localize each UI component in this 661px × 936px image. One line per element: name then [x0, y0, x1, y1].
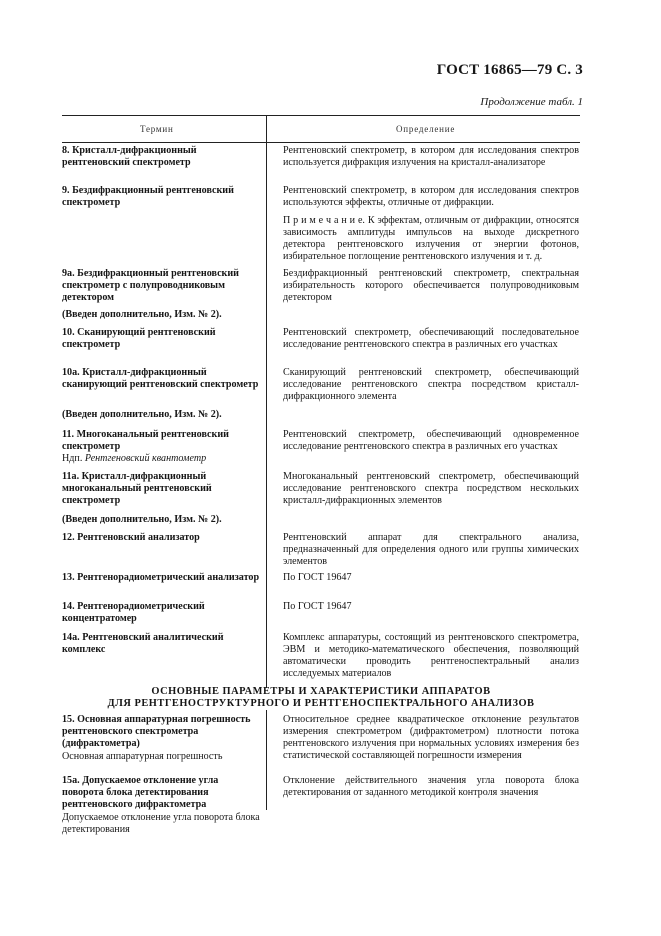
definition-11a: Многоканальный рентгеновский спектрометр, обеспечивающий исследование рентгеновского спектра посредством нескольких кристалл-дифракционных элементов: [283, 471, 579, 507]
definition-14: По ГОСТ 19647: [283, 601, 352, 612]
term-15a: 15а. Допускаемое отклонение угла поворота блока детектирования рентгеновского дифрактометра: [62, 775, 219, 811]
definition-15: Относительное среднее квадратическое отклонение результатов измерения спектрометром (дифрактометром) плотности потока рентгеновского излучения при нормальных условиях измерения без статистической составляющей погрешности измерения: [283, 714, 579, 762]
synonym-prefix: Ндп.: [62, 453, 83, 464]
definition-15a: Отклонение действительного значения угла поворота блока детектирования от заданного методикой контроля значения: [283, 775, 579, 799]
definition-10: Рентгеновский спектрометр, обеспечивающий последовательное исследование рентгеновского спектра в различных его участках: [283, 327, 579, 351]
synonym-11: [62, 453, 260, 465]
definition-9a: Бездифракционный рентгеновский спектрометр, спектральная избирательность которого обеспечивается полупроводниковым детектором: [283, 268, 579, 304]
term-8: 8. Кристалл-дифракционный рентгеновский спектрометр: [62, 145, 197, 169]
term-12: 12. Рентгеновский анализатор: [62, 532, 200, 543]
definition-11: Рентгеновский спектрометр, обеспечивающий одновременное исследование рентгеновского спектра в различных его участках: [283, 429, 579, 453]
table-header-rule: [62, 142, 580, 143]
term-10: 10. Сканирующий рентгеновский спектрометр: [62, 327, 216, 351]
table-continuation-label: Продолжение табл. 1: [480, 96, 583, 108]
term-14a: 14а. Рентгеновский аналитический комплекс: [62, 632, 224, 656]
amendment-10a: (Введен дополнительно, Изм. № 2).: [62, 409, 222, 420]
alt-term-15: Основная аппаратурная погрешность: [62, 751, 223, 762]
term-14: 14. Рентгенорадиометрический концентратомер: [62, 601, 205, 625]
term-11: 11. Многоканальный рентгеновский спектрометр: [62, 429, 229, 453]
table-column-divider: [266, 115, 267, 688]
definition-14a: Комплекс аппаратуры, состоящий из рентгеновского спектрометра, ЭВМ и методико-математического обеспечения, позволяющий автоматически проводить рентгеноспектральный анализ исследуемых материалов: [283, 632, 579, 680]
definition-9: Рентгеновский спектрометр, в котором для исследования спектров используются эффекты, отличные от дифракции.: [283, 185, 579, 209]
term-11a: 11а. Кристалл-дифракционный многоканальный рентгеновский спектрометр: [62, 471, 212, 507]
amendment-11a: (Введен дополнительно, Изм. № 2).: [62, 514, 222, 525]
term-13: 13. Рентгенорадиометрический анализатор: [62, 572, 260, 583]
section-heading-line2: ДЛЯ РЕНТГЕНОСТРУКТУРНОГО И РЕНТГЕНОСПЕКТРАЛЬНОГО АНАЛИЗОВ: [107, 698, 535, 709]
definition-12: Рентгеновский аппарат для спектрального анализа, предназначенный для определения одного или группы химических элементов: [283, 532, 579, 568]
term-9: 9. Бездифракционный рентгеновский спектрометр: [62, 185, 234, 209]
amendment-9a: (Введен дополнительно, Изм. № 2).: [62, 309, 222, 320]
term-9a: 9а. Бездифракционный рентгеновский спектрометр с полупроводниковым детектором: [62, 268, 239, 304]
alt-term-15a: Допускаемое отклонение угла поворота блока детектирования: [62, 812, 260, 836]
term-15: 15. Основная аппаратурная погрешность рентгеновского спектрометра (дифрактометра): [62, 714, 251, 750]
table-column-divider-lower: [266, 710, 267, 810]
document-reference: ГОСТ 16865—79 С. 3: [436, 62, 583, 78]
table-top-rule: [62, 115, 580, 116]
definition-8: Рентгеновский спектрометр, в котором для исследования спектров используется дифракция излучения на кристалл-анализаторе: [283, 145, 579, 169]
section-heading-line1: ОСНОВНЫЕ ПАРАМЕТРЫ И ХАРАКТЕРИСТИКИ АППАРАТОВ: [151, 686, 491, 697]
definition-13: По ГОСТ 19647: [283, 572, 352, 583]
term-10a: 10а. Кристалл-дифракционный сканирующий рентгеновский спектрометр: [62, 367, 259, 391]
note-9: П р и м е ч а н и е. К эффектам, отличным от дифракции, относятся зависимость амплитуды импульсов на выходе дискретного детектора рентгеновского излучения от энергии фотонов, избирательное поглощение рентгеновского излучения и т. д.: [283, 215, 579, 263]
definition-10a: Сканирующий рентгеновский спектрометр, обеспечивающий исследование рентгеновского спектра посредством кристалл-дифракционного элемента: [283, 367, 579, 403]
column-header-definition: Определение: [396, 124, 456, 134]
column-header-term: Термин: [140, 124, 174, 134]
synonym-text: Рентгеновский квантометр: [84, 453, 207, 464]
